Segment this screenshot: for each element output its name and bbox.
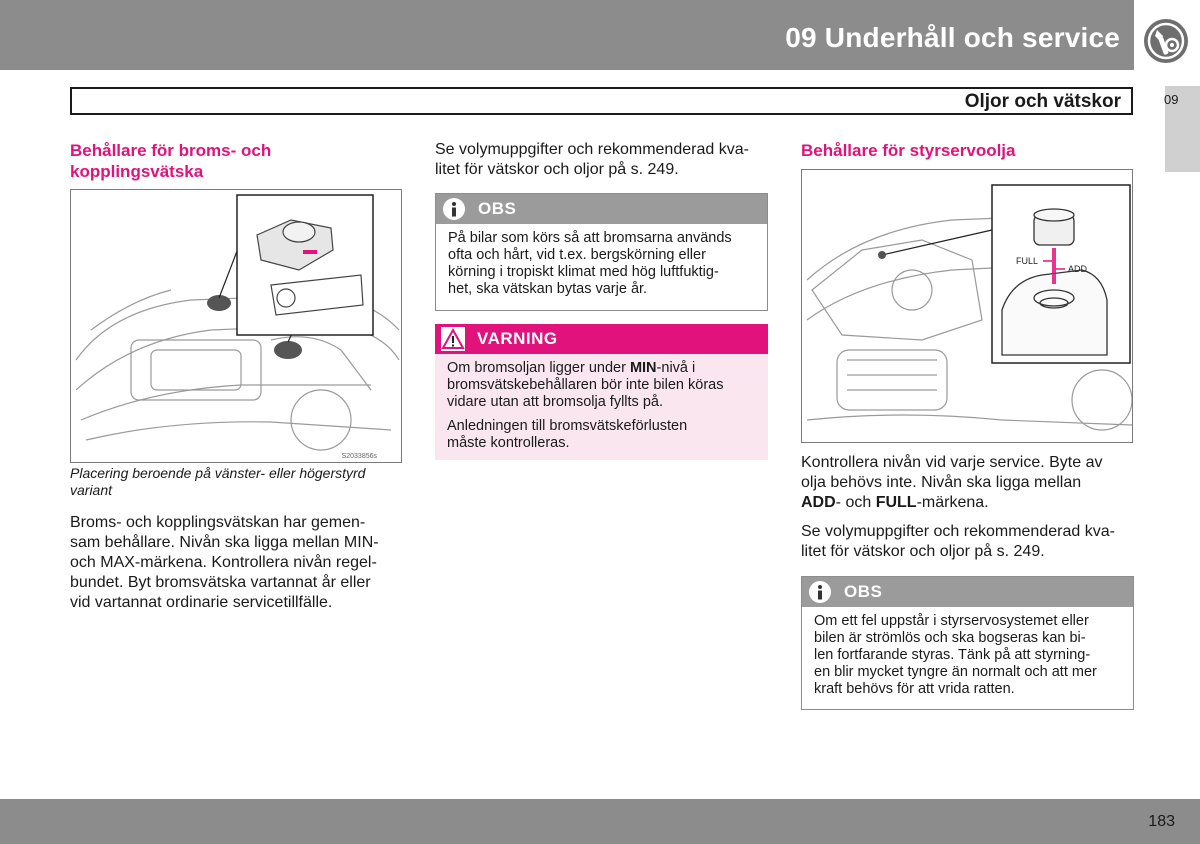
warning-label: VARNING [477, 329, 558, 348]
info-icon [808, 580, 832, 604]
obs-line: På bilar som körs så att bromsarna används [448, 230, 732, 246]
steering-body-1 [801, 453, 1133, 513]
add-marker-label: ADD [1068, 264, 1088, 274]
chapter-title: 09 Underhåll och service [785, 22, 1120, 53]
obs-line: ofta och hårt, vid t.ex. bergskörning eller [448, 247, 706, 263]
brake-reservoir-figure [70, 189, 402, 463]
obs-header [802, 577, 1133, 607]
warning-note-brake [435, 324, 768, 460]
obs-line: körning i tropiskt klimat med hög luftfuktig- [448, 264, 719, 280]
obs-note-steering [801, 576, 1134, 710]
power-steering-heading: Behållare för styrservoolja [801, 141, 1016, 160]
steering-reservoir-illustration [802, 170, 1133, 443]
figure-code: S2033856s [341, 453, 377, 460]
warning-line: bromsvätskebehållaren bör inte bilen köras [447, 377, 724, 393]
warning-triangle-icon [441, 327, 465, 351]
body-line [801, 493, 1133, 513]
body-text-fragment: -märkena. [916, 494, 989, 511]
body-line: Se volymuppgifter och rekommenderad kva- [435, 141, 749, 158]
obs-line: len fortfarande styras. Tänk på att styrning- [814, 647, 1091, 663]
side-tab-label: 09 [1164, 92, 1179, 107]
warning-paragraph-2 [447, 418, 756, 452]
body-line: bundet. Byt bromsvätska vartannat år eller [70, 574, 371, 591]
obs-label: OBS [478, 199, 517, 218]
body-line: Broms- och kopplingsvätskan har gemen- [70, 514, 366, 531]
body-line: Kontrollera nivån vid varje service. Byte av [801, 454, 1103, 471]
brake-fluid-heading: Behållare för broms- och kopplingsvätska [70, 141, 272, 181]
figure-caption: Placering beroende på vänster- eller högerstyrd variant [70, 465, 366, 498]
obs-header [436, 194, 767, 224]
obs-line: Om ett fel uppstår i styrservosystemet eller [814, 613, 1089, 629]
body-line: olja behövs inte. Nivån ska ligga mellan [801, 474, 1082, 491]
body-line: och MAX-märkena. Kontrollera nivån regel- [70, 554, 377, 571]
engine-bay-illustration [71, 190, 402, 463]
min-label: MIN [629, 360, 657, 376]
warning-line: vidare utan att bromsolja fyllts på. [447, 394, 663, 410]
obs-line: het, ska vätskan bytas varje år. [448, 281, 648, 297]
warning-text: Om bromsoljan ligger under [447, 360, 630, 376]
obs-label: OBS [844, 582, 883, 601]
body-line: vid vartannat ordinarie servicetillfälle. [70, 594, 333, 611]
warning-paragraph-1 [447, 360, 756, 411]
info-icon [442, 197, 466, 221]
obs-note-brake [435, 193, 768, 311]
power-steering-figure [801, 169, 1133, 443]
warning-line: Anledningen till bromsvätskeförlusten [447, 418, 688, 434]
footer-bar [0, 799, 1200, 844]
section-title-box [70, 87, 1133, 115]
obs-body [802, 607, 1133, 706]
brake-fluid-body [70, 513, 402, 613]
volume-reference-text [435, 140, 767, 180]
obs-line: bilen är strömlös och ska bogseras kan bi- [814, 630, 1086, 646]
body-line: sam behållare. Nivån ska ligga mellan MIN- [70, 534, 379, 551]
warning-text: -nivå i [656, 360, 696, 376]
warning-body [435, 354, 768, 460]
steering-body-2 [801, 522, 1133, 562]
body-line: Se volymuppgifter och rekommenderad kva- [801, 523, 1115, 540]
body-line: litet för vätskor och oljor på s. 249. [435, 161, 679, 178]
full-label: FULL [875, 494, 917, 511]
full-marker-label: FULL [1016, 256, 1039, 266]
obs-line: en blir mycket tyngre än normalt och att mer [814, 664, 1097, 680]
warning-line: måste kontrolleras. [447, 435, 570, 451]
obs-body [436, 224, 767, 306]
obs-line: kraft behövs för att vrida ratten. [814, 681, 1015, 697]
warning-header [435, 324, 768, 354]
section-title: Oljor och vätskor [964, 91, 1121, 112]
page-number: 183 [1148, 813, 1175, 830]
add-label: ADD [801, 494, 836, 511]
wrench-gear-icon [1143, 18, 1189, 64]
body-text-fragment: - och [835, 494, 876, 511]
body-line: litet för vätskor och oljor på s. 249. [801, 543, 1045, 560]
